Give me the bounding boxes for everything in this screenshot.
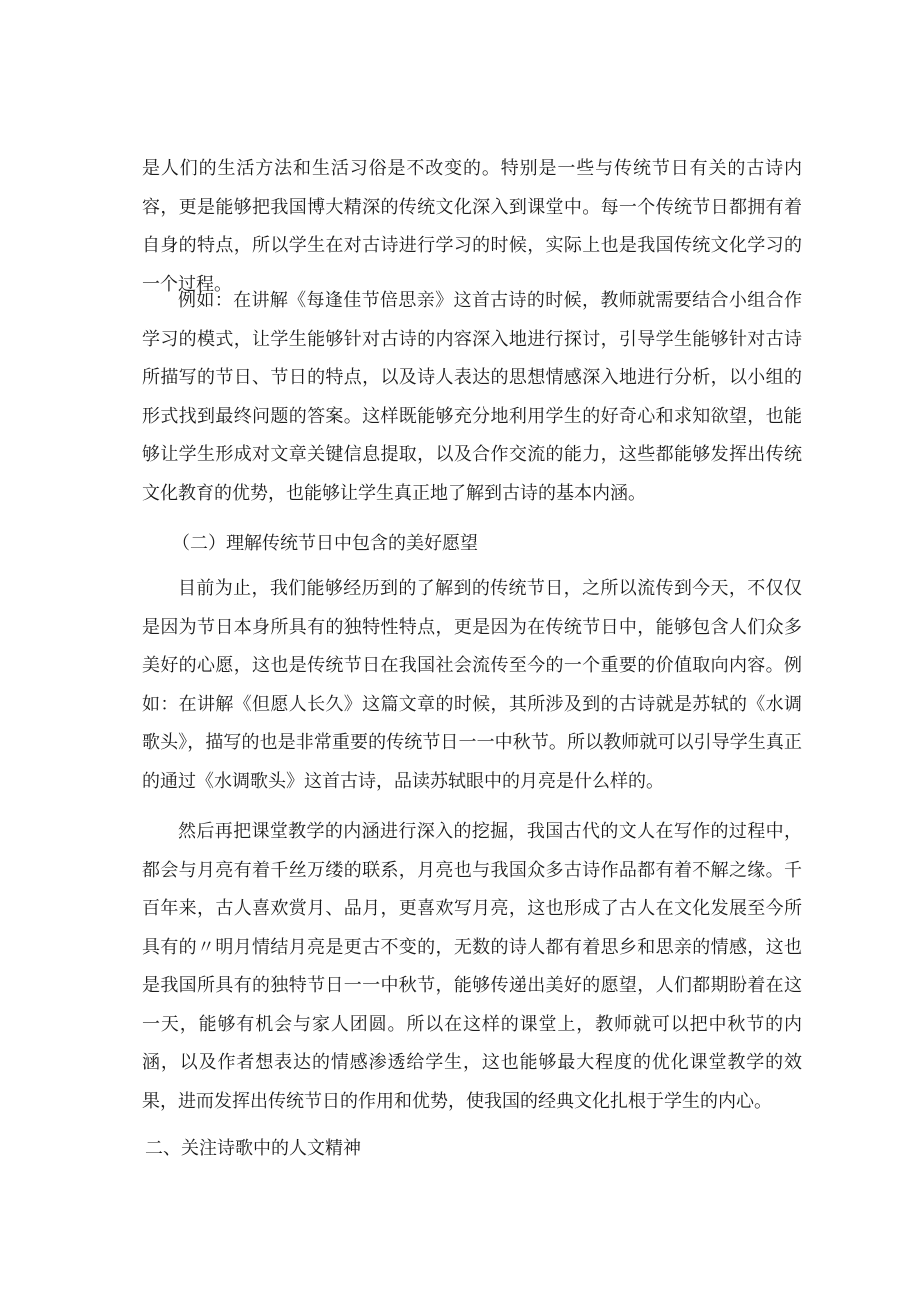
section-heading-humanistic-spirit: 二、关注诗歌中的人文精神 (145, 1138, 361, 1159)
paragraph-moon-culture: 然后再把课堂教学的内涵进行深入的挖掘，我国古代的文人在写作的过程中，都会与月亮有着千丝万缕的联系，月亮也与我国众多古诗作品都有着不解之缘。千百年来，古人喜欢赏月、品月，更喜欢写月亮，这也形成了古人在文化发展至今所具有的〃明月情结月亮是更古不变的，无数的诗人都有着思乡和思亲的情感，这也是我国所具有的独特节日一一中秋节，能够传递出美好的愿望，人们都期盼着在这一天，能够有机会与家人团圆。所以在这样的课堂上，教师就可以把中秋节的内涵，以及作者想表达的情感渗透给学生，这也能够最大程度的优化课堂教学的效果，进而发挥出传统节日的作用和优势，使我国的经典文化扎根于学生的内心。 (142, 821, 802, 1112)
paragraph-festival-wishes: 目前为止，我们能够经历到的了解到的传统节日，之所以流传到今天，不仅仅是因为节日本身所具有的独特性特点，更是因为在传统节日中，能够包含人们众多美好的心愿，这也是传统节日在我国社会流传至今的一个重要的价值取向内容。例如：在讲解《但愿人长久》这篇文章的时候，其所涉及到的古诗就是苏轼的《水调歌头》，描写的也是非常重要的传统节日一一中秋节。所以教师就可以引导学生真正的通过《水调歌头》这首古诗，品读苏轼眼中的月亮是什么样的。 (142, 578, 802, 792)
paragraph-example-group-learning: 例如：在讲解《每逢佳节倍思亲》这首古诗的时候，教师就需要结合小组合作学习的模式，让学生能够针对古诗的内容深入地进行探讨，引导学生能够针对古诗所描写的节日、节日的特点，以及诗人表达的思想情感深入地进行分析，以小组的形式找到最终问题的答案。这样既能够充分地利用学生的好奇心和求知欲望，也能够让学生形成对文章关键信息提取，以及合作交流的能力，这些都能够发挥出传统文化教育的优势，也能够让学生真正地了解到古诗的基本内涵。 (142, 290, 802, 504)
paragraph-intro-continuation: 是人们的生活方法和生活习俗是不改变的。特别是一些与传统节日有关的古诗内容，更是能够把我国博大精深的传统文化深入到课堂中。每一个传统节日都拥有着自身的特点，所以学生在对古诗进行学习的时候，实际上也是我国传统文化学习的一个过程。 (142, 158, 802, 295)
sub-heading-traditional-festival-wishes: （二）理解传统节日中包含的美好愿望 (172, 533, 478, 554)
